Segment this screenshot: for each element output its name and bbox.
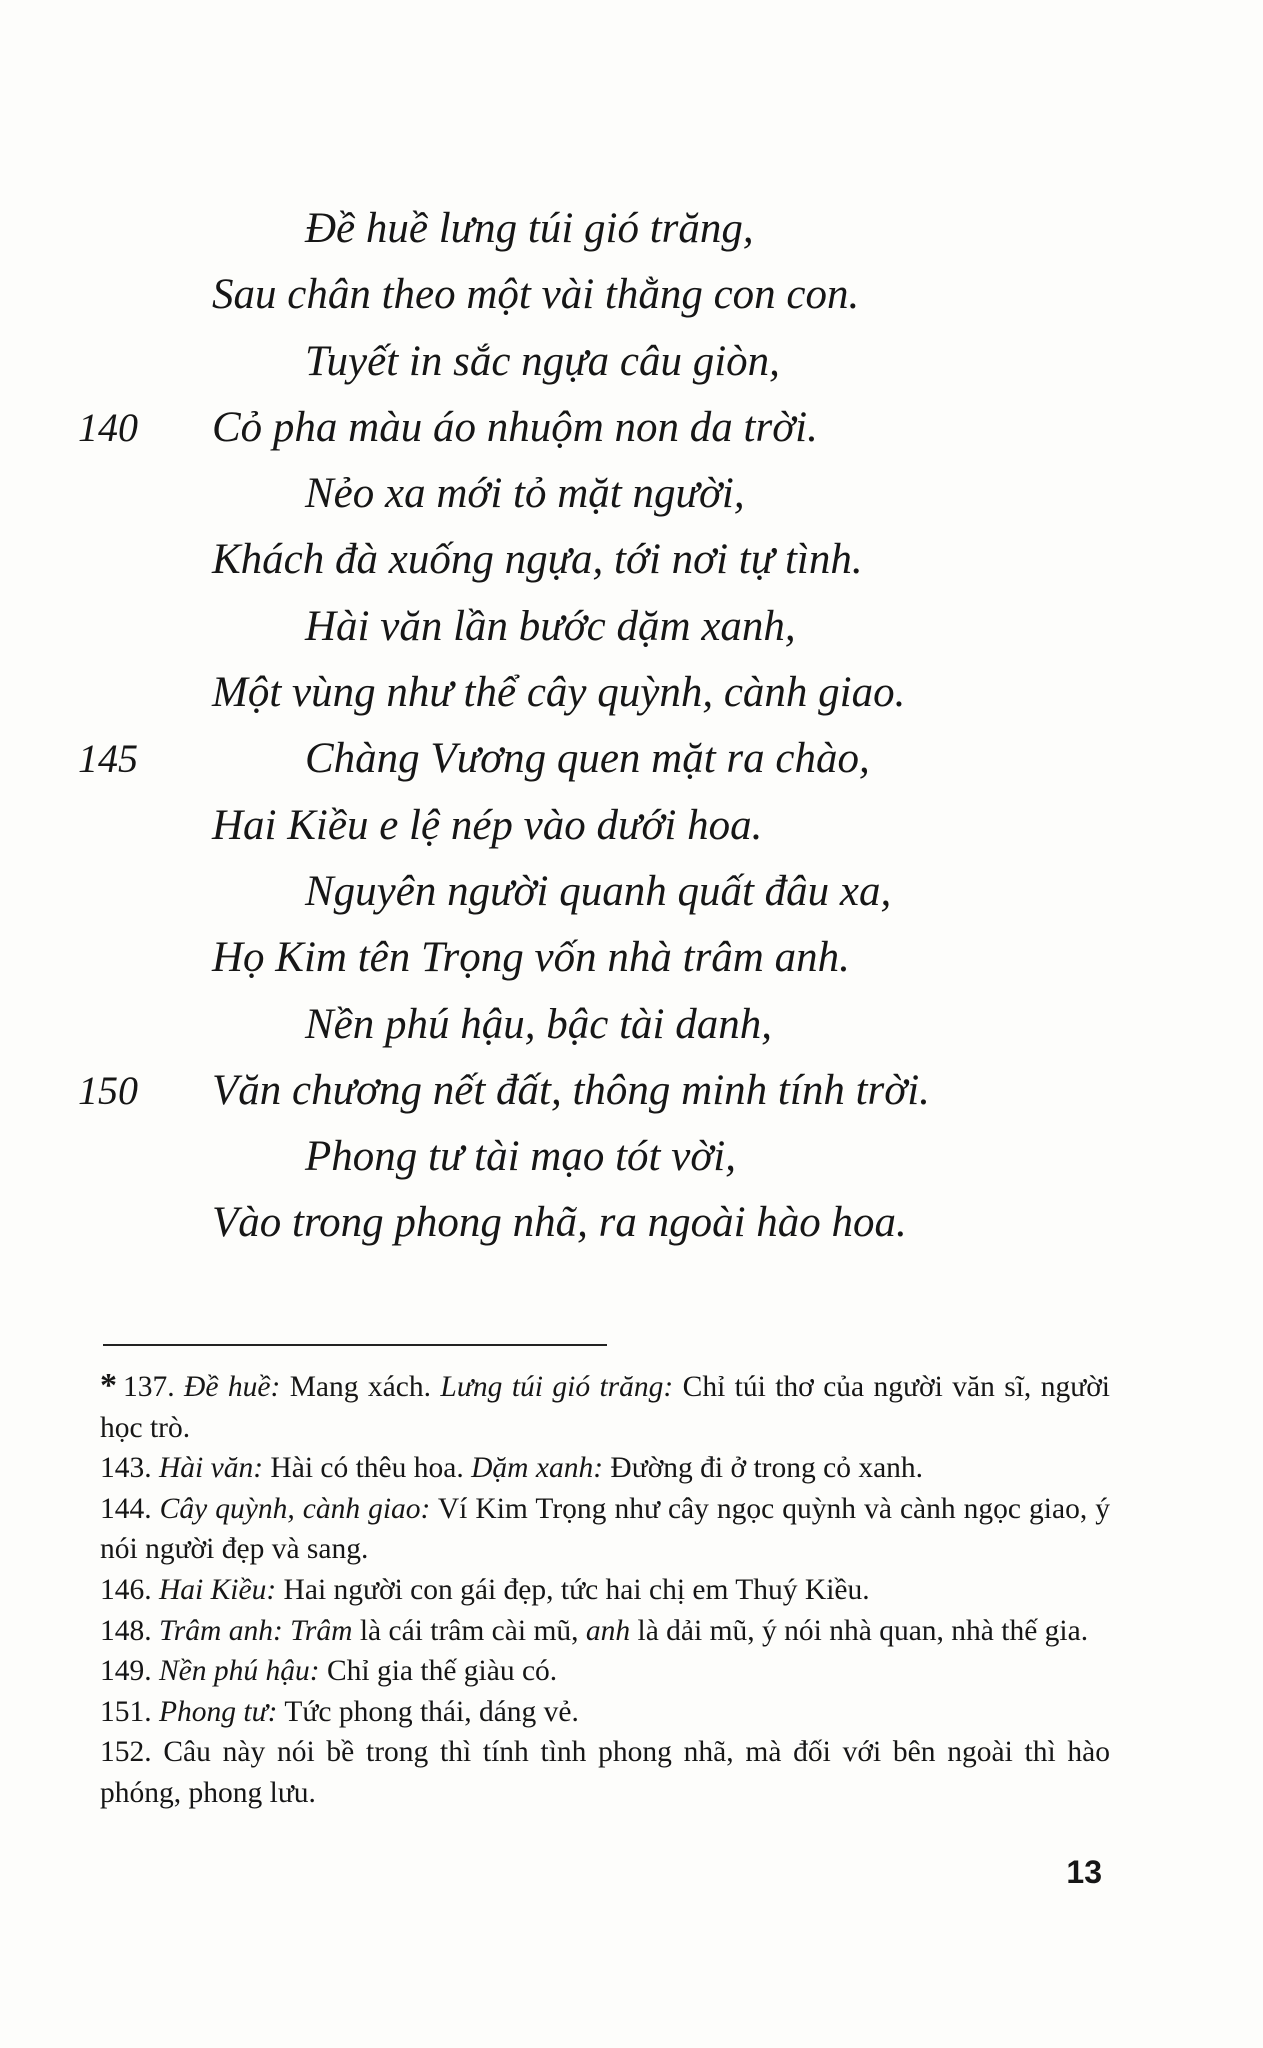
footnote-text: 144. xyxy=(100,1492,160,1525)
verse-line xyxy=(0,1190,1263,1256)
footnote-term: Trâm anh: Trâm xyxy=(159,1614,353,1647)
footnote xyxy=(100,1651,1110,1692)
verse-text: Vào trong phong nhã, ra ngoài hào hoa. xyxy=(212,1199,907,1247)
footnote-term: Cây quỳnh, cành giao: xyxy=(159,1492,431,1525)
verse-text: Sau chân theo một vài thằng con con. xyxy=(212,271,860,319)
verse-text: Hai Kiều e lệ nép vào dưới hoa. xyxy=(212,801,763,849)
verse-text: Đề huề lưng túi gió trăng, xyxy=(305,205,754,252)
footnotes xyxy=(100,1366,1110,1814)
verse-line xyxy=(0,329,1263,395)
verse-line xyxy=(0,1058,1263,1124)
footnote-text: Ví Kim Trọng như cây ngọc quỳnh và cành ngọc giao, ý nói người đẹp và sang. xyxy=(100,1492,1111,1566)
footnote-text: Chỉ túi thơ của người văn sĩ, người học trò. xyxy=(100,1371,1110,1444)
verse-text: Nguyên người quanh quất đâu xa, xyxy=(305,867,892,915)
verse-line xyxy=(0,660,1263,726)
verse-text: Nẻo xa mới tỏ mặt người, xyxy=(305,470,745,518)
page-number: 13 xyxy=(1066,1854,1102,1890)
footnote xyxy=(100,1732,1110,1813)
footnote xyxy=(100,1489,1110,1570)
verse-line xyxy=(0,726,1263,792)
verse-text: Khách đà xuống ngựa, tới nơi tự tình. xyxy=(212,536,863,584)
footnote-text: 149. xyxy=(100,1655,159,1688)
poem-block xyxy=(0,196,1263,1257)
footnote-text: là cái trâm cài mũ, xyxy=(352,1614,586,1647)
verse-line xyxy=(0,992,1263,1058)
verse-line xyxy=(0,262,1263,328)
footnote-marker: * xyxy=(100,1367,117,1404)
footnote-term: Nền phú hậu: xyxy=(159,1655,320,1688)
verse-text: Cỏ pha màu áo nhuộm non da trời. xyxy=(212,403,818,451)
verse-text: Phong tư tài mạo tót vời, xyxy=(305,1133,736,1181)
footnote xyxy=(100,1611,1110,1652)
verse-text: Nền phú hậu, bậc tài danh, xyxy=(305,1000,772,1048)
footnote-text: là dải mũ, ý nói nhà quan, nhà thế gia. xyxy=(630,1614,1089,1647)
verse-text: Chàng Vương quen mặt ra chào, xyxy=(305,735,870,783)
footnote-text: 152. Câu này nói bề trong thì tính tình phong nhã, mà đối với bên ngoài thì hào phóng, phong lưu. xyxy=(100,1736,1110,1809)
verse-line xyxy=(0,527,1263,593)
verse-line xyxy=(0,395,1263,461)
footnote-text: 143. xyxy=(100,1452,159,1485)
footnote-term: Dặm xanh: xyxy=(471,1452,604,1485)
footnote-term: Lưng túi gió trăng: xyxy=(440,1371,674,1403)
footnote-text: 148. xyxy=(100,1614,159,1647)
verse-text: Hài văn lần bước dặm xanh, xyxy=(305,602,796,650)
footnote xyxy=(100,1570,1110,1611)
verse-line xyxy=(0,925,1263,991)
verse-text: Văn chương nết đất, thông minh tính trời. xyxy=(212,1066,930,1114)
footnote xyxy=(100,1448,1110,1489)
footnote-text: Hai người con gái đẹp, tức hai chị em Thuý Kiều. xyxy=(276,1573,870,1606)
footnote-text: Tức phong thái, dáng vẻ. xyxy=(277,1695,579,1728)
line-number: 145 xyxy=(78,736,138,782)
footnote-term: Đề huề: xyxy=(184,1371,281,1403)
footnote-text: 137. xyxy=(123,1371,185,1403)
footnote xyxy=(100,1692,1110,1733)
footnote-text: Chỉ gia thế giàu có. xyxy=(319,1655,558,1688)
footnote-text: Mang xách. xyxy=(280,1371,441,1403)
line-number: 140 xyxy=(78,404,138,450)
verse-text: Một vùng như thể cây quỳnh, cành giao. xyxy=(212,669,906,717)
footnote-text: 151. xyxy=(100,1695,159,1728)
footnote-separator xyxy=(103,1344,607,1346)
verse-text: Họ Kim tên Trọng vốn nhà trâm anh. xyxy=(212,934,850,982)
verse-line xyxy=(0,594,1263,660)
verse-line xyxy=(0,859,1263,925)
footnote-text: Đường đi ở trong cỏ xanh. xyxy=(603,1452,924,1485)
line-number: 150 xyxy=(78,1067,138,1113)
verse-line xyxy=(0,196,1263,262)
footnote-text: 146. xyxy=(100,1573,159,1606)
footnote-text: Hài có thêu hoa. xyxy=(263,1452,472,1485)
footnote-term: Hài văn: xyxy=(159,1452,264,1485)
footnote-term: anh xyxy=(585,1614,631,1647)
verse-text: Tuyết in sắc ngựa câu giòn, xyxy=(305,337,780,385)
footnote xyxy=(100,1366,1110,1448)
footnote-term: Phong tư: xyxy=(159,1695,278,1728)
verse-line xyxy=(0,1124,1263,1190)
footnote-term: Hai Kiều: xyxy=(159,1573,277,1606)
verse-line xyxy=(0,461,1263,527)
verse-line xyxy=(0,793,1263,859)
